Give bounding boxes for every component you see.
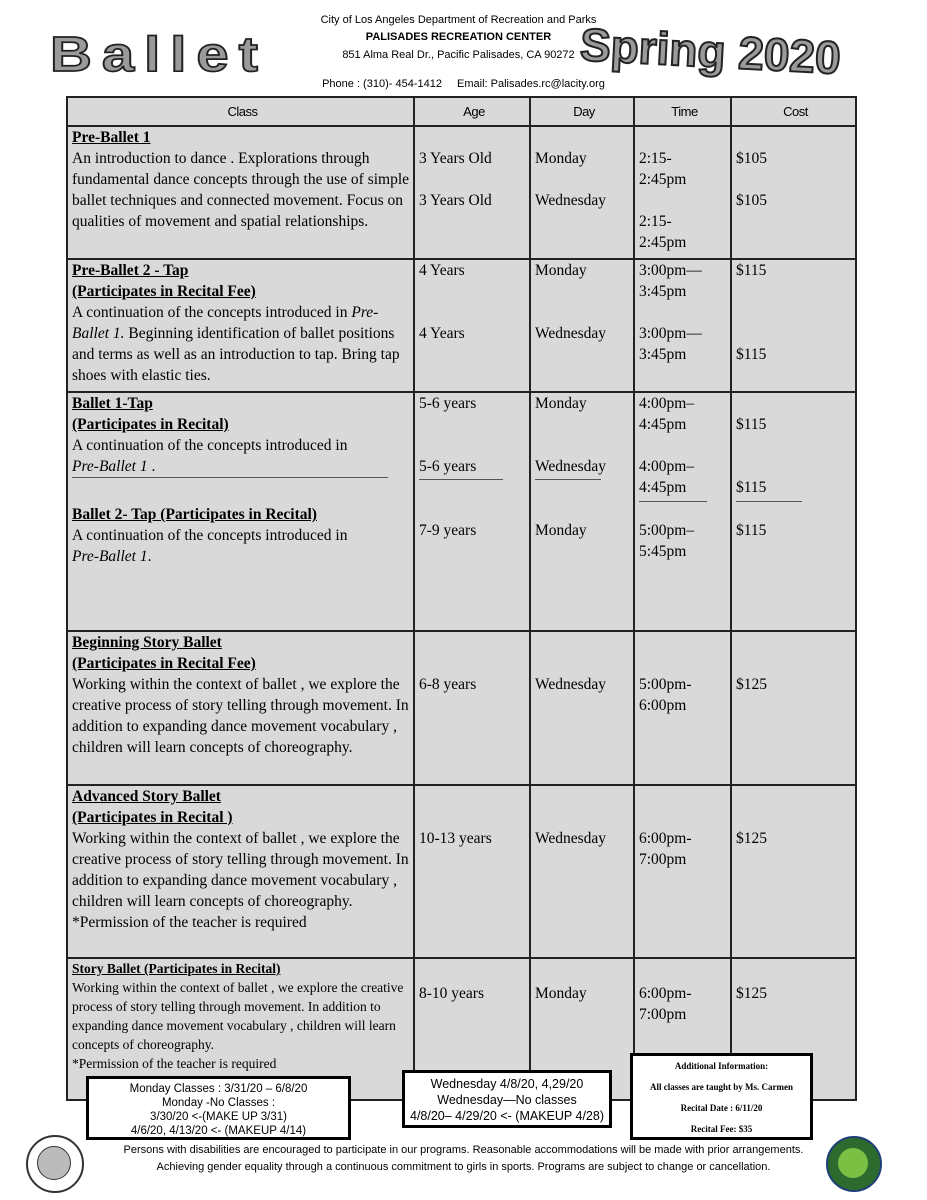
- class-description: A continuation of the concepts introduced in Pre-Ballet 1. Beginning identification of ballet positions and terms as well as an introduction to tap. Bring tap shoes with elastic ties.: [72, 304, 400, 384]
- age-value: 5-6 years: [419, 395, 477, 412]
- class-title: Story Ballet (Participates in Recital): [72, 961, 281, 976]
- note-line: 4/6/20, 4/13/20 <- (MAKEUP 4/14): [130, 1125, 307, 1137]
- cost-value: $105: [736, 192, 767, 209]
- divider: [419, 477, 503, 480]
- cost-value: $115: [736, 416, 767, 433]
- day-value: Wednesday: [535, 325, 607, 342]
- divider: [639, 498, 707, 502]
- season-title: Spring 2020: [578, 18, 842, 84]
- monday-schedule-note: [86, 1076, 351, 1140]
- time-cell: [634, 785, 731, 958]
- time-value: 6:00pm-7:00pm: [639, 830, 692, 868]
- class-title: Beginning Story Ballet: [72, 634, 222, 651]
- time-cell: [634, 259, 731, 392]
- time-value: 5:00pm-6:00pm: [639, 676, 692, 714]
- phone-number: Phone : (310)- 454-1412: [322, 78, 442, 90]
- cost-value: $125: [736, 676, 767, 693]
- info-heading: Additional Information:: [674, 1061, 769, 1071]
- additional-info-box: [630, 1053, 813, 1140]
- class-description: An introduction to dance . Explorations through fundamental dance concepts through the use of simple ballet techniques and connected movement. Focus on qualities of movement and spatial relationships.: [72, 150, 410, 230]
- age-value: 7-9 years: [419, 522, 477, 539]
- day-value: Wednesday: [535, 676, 607, 693]
- day-cell: [530, 631, 634, 785]
- cost-value: $105: [736, 150, 767, 167]
- time-value: 4:00pm–4:45pm: [639, 395, 695, 433]
- divider: [736, 498, 802, 502]
- cost-value: $125: [736, 985, 767, 1002]
- center-name: PALISADES RECREATION CENTER: [365, 31, 552, 43]
- class-description: Working within the context of ballet , we explore the creative process of story telling through movement. In addition to expanding dance movement vocabulary , children will learn concepts of choreography.: [72, 980, 404, 1052]
- age-cell: [414, 631, 530, 785]
- cost-value: $115: [736, 522, 767, 539]
- class-note: *Permission of the teacher is required: [72, 914, 307, 931]
- table-row: [67, 785, 856, 958]
- cost-cell: [731, 631, 856, 785]
- info-line: All classes are taught by Ms. Carmen: [649, 1082, 794, 1092]
- day-value: Monday: [535, 262, 587, 279]
- class-title: Pre-Ballet 2 - Tap: [72, 262, 189, 279]
- schedule-table: [66, 96, 857, 1101]
- cost-cell: [731, 392, 856, 631]
- time-cell: [634, 631, 731, 785]
- class-subtitle: (Participates in Recital ): [72, 809, 233, 826]
- class-description: Pre-Ballet 1.: [72, 548, 152, 565]
- time-value: 5:00pm–5:45pm: [639, 522, 695, 560]
- wednesday-schedule-note: [402, 1070, 612, 1128]
- class-cell: [67, 259, 414, 392]
- day-cell: [530, 259, 634, 392]
- time-value: 4:00pm–4:45pm: [639, 458, 695, 496]
- class-subtitle: (Participates in Recital Fee): [72, 283, 256, 300]
- column-header-age: Age: [414, 97, 530, 126]
- time-cell: [634, 392, 731, 631]
- note-line: 4/8/20– 4/29/20 <- (MAKEUP 4/28): [410, 1109, 604, 1123]
- column-header-class: Class: [67, 97, 414, 126]
- day-value: Monday: [535, 522, 587, 539]
- day-value: Monday: [535, 395, 587, 412]
- age-cell: [414, 126, 530, 259]
- age-cell: [414, 259, 530, 392]
- age-value: 8-10 years: [419, 985, 484, 1002]
- cost-value: $115: [736, 262, 767, 279]
- age-value: 4 Years: [419, 262, 465, 279]
- class-cell: [67, 631, 414, 785]
- day-value: Wednesday: [535, 192, 607, 209]
- table-header-row: [67, 97, 856, 126]
- age-value: 3 Years Old: [419, 192, 492, 209]
- column-header-time: Time: [634, 97, 731, 126]
- day-cell: [530, 785, 634, 958]
- class-description: Working within the context of ballet , we explore the creative process of story telling through movement. In addition to expanding dance movement vocabulary , children will learn concepts of choreography.: [72, 676, 409, 756]
- column-header-cost: Cost: [731, 97, 856, 126]
- age-value: 6-8 years: [419, 676, 477, 693]
- recital-fee: Recital Fee: $35: [690, 1124, 753, 1134]
- time-value: 2:15-2:45pm: [639, 150, 687, 188]
- day-value: Monday: [535, 150, 587, 167]
- note-line: Wednesday 4/8/20, 4,29/20: [430, 1077, 584, 1091]
- class-title: Pre-Ballet 1: [72, 129, 151, 146]
- column-header-day: Day: [530, 97, 634, 126]
- class-description: Working within the context of ballet , we explore the creative process of story telling through movement. In addition to expanding dance movement vocabulary , children will learn concepts of choreography.: [72, 830, 409, 910]
- cost-cell: [731, 785, 856, 958]
- page-title: Ballet: [50, 26, 268, 82]
- note-line: 3/30/20 <-(MAKE UP 3/31): [150, 1111, 287, 1123]
- center-address: 851 Alma Real Dr., Pacific Palisades, CA 90272: [342, 49, 575, 61]
- class-cell: [67, 392, 414, 631]
- time-cell: [634, 126, 731, 259]
- time-value: 3:00pm—3:45pm: [639, 325, 702, 363]
- age-cell: [414, 392, 530, 631]
- department-name: City of Los Angeles Department of Recreation and Parks: [320, 14, 597, 26]
- day-cell: [530, 392, 634, 631]
- time-value: 3:00pm—3:45pm: [639, 262, 702, 300]
- day-value: Wednesday: [535, 830, 607, 847]
- class-title: Advanced Story Ballet: [72, 788, 221, 805]
- note-line: Wednesday—No classes: [437, 1093, 577, 1107]
- note-line: Monday -No Classes :: [161, 1097, 276, 1109]
- time-value: 2:15-2:45pm: [639, 213, 687, 251]
- class-cell: [67, 785, 414, 958]
- page-header: [0, 0, 927, 95]
- class-subtitle: (Participates in Recital): [72, 416, 229, 433]
- equality-statement: Achieving gender equality through a continuous commitment to girls in sports. Programs are subject to change or cancellation.: [156, 1161, 771, 1173]
- class-note: *Permission of the teacher is required: [72, 1056, 277, 1071]
- day-value: Monday: [535, 985, 587, 1002]
- note-line: Monday Classes : 3/31/20 – 6/8/20: [129, 1083, 308, 1095]
- cost-value: $125: [736, 830, 767, 847]
- table-row: [67, 259, 856, 392]
- age-value: 10-13 years: [419, 830, 492, 847]
- email-address: Email: Palisades.rc@lacity.org: [457, 78, 605, 90]
- recital-date: Recital Date : 6/11/20: [680, 1103, 763, 1113]
- class-description: Pre-Ballet 1 .: [72, 458, 156, 475]
- class-cell: [67, 126, 414, 259]
- cost-value: $115: [736, 346, 767, 363]
- day-value: Wednesday: [535, 458, 607, 475]
- table-row: [67, 631, 856, 785]
- age-value: 3 Years Old: [419, 150, 492, 167]
- accessibility-statement: Persons with disabilities are encouraged to participate in our programs. Reasonable accommodations will be made with prior arrangements.: [123, 1144, 804, 1156]
- class-subtitle: (Participates in Recital Fee): [72, 655, 256, 672]
- age-value: 4 Years: [419, 325, 465, 342]
- table-row: [67, 126, 856, 259]
- cost-cell: [731, 259, 856, 392]
- class-description: A continuation of the concepts introduced in: [72, 437, 348, 454]
- age-cell: [414, 785, 530, 958]
- divider: [535, 477, 601, 480]
- day-cell: [530, 126, 634, 259]
- cost-value: $115: [736, 479, 767, 496]
- table-row: [67, 392, 856, 631]
- age-value: 5-6 years: [419, 458, 477, 475]
- class-title: Ballet 1-Tap: [72, 395, 153, 412]
- class-title: Ballet 2- Tap (Participates in Recital): [72, 506, 317, 523]
- time-value: 6:00pm-7:00pm: [639, 985, 692, 1023]
- cost-cell: [731, 126, 856, 259]
- class-description: A continuation of the concepts introduced in: [72, 527, 348, 544]
